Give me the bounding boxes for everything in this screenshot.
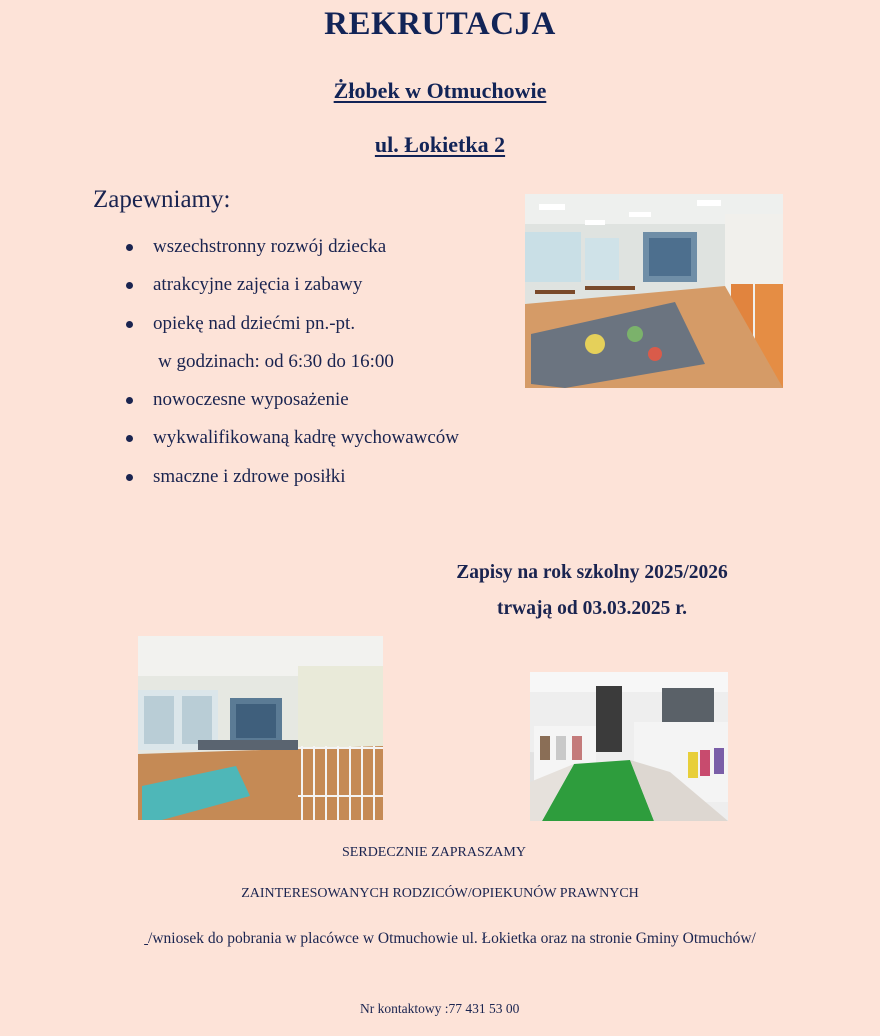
invitation-line-1: SERDECZNIE ZAPRASZAMY — [342, 845, 526, 860]
enrollment-line-1: Zapisy na rok szkolny 2025/2026 — [456, 562, 728, 583]
bullet-icon — [126, 435, 133, 442]
list-item: opiekę nad dziećmi pn.-pt. — [126, 310, 459, 348]
invitation-line-2: ZAINTERESOWANYCH RODZICÓW/OPIEKUNÓW PRAWNYCH — [241, 886, 639, 901]
classroom-photo — [525, 194, 783, 388]
enrollment-line-2: trwają od 03.03.2025 r. — [497, 598, 687, 619]
note-text: /wniosek do pobrania w placówce w Otmuchowie ul. Łokietka oraz na stronie Gminy Otmuchów/ — [148, 930, 756, 947]
list-item-continuation: w godzinach: od 6:30 do 16:00 — [158, 350, 394, 372]
list-item: wszechstronny rozwój dziecka — [126, 233, 459, 271]
nap-room-photo — [138, 636, 383, 820]
bullet-icon — [126, 321, 133, 328]
offer-heading: Zapewniamy: — [93, 186, 231, 213]
list-item: wykwalifikowaną kadrę wychowawców — [126, 424, 459, 462]
cloakroom-photo — [530, 672, 728, 821]
bullet-icon — [126, 282, 133, 289]
bullet-icon — [126, 397, 133, 404]
contact-number: Nr kontaktowy :77 431 53 00 — [360, 1001, 520, 1016]
offer-list — [126, 233, 459, 501]
application-note — [120, 923, 780, 954]
bullet-icon — [126, 474, 133, 481]
bullet-icon — [126, 244, 133, 251]
nursery-name: Żłobek w Otmuchowie — [333, 78, 547, 103]
list-item: nowoczesne wyposażenie — [126, 386, 459, 424]
nursery-address: ul. Łokietka 2 — [374, 132, 506, 157]
page-title: REKRUTACJA — [324, 6, 556, 42]
list-item: atrakcyjne zajęcia i zabawy — [126, 271, 459, 309]
list-item: smaczne i zdrowe posiłki — [126, 463, 459, 501]
